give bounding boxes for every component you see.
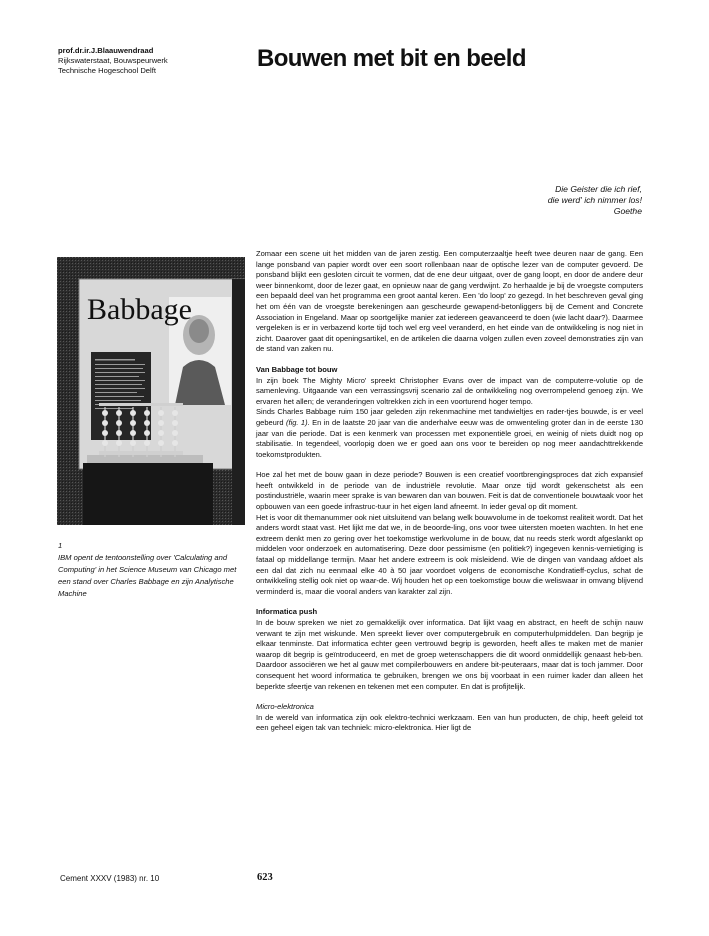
figure-caption: [58, 540, 238, 600]
motto-line-1: Die Geister die ich rief,: [555, 184, 642, 194]
heading-van-babbage: Van Babbage tot bouw: [256, 364, 338, 374]
paragraph-bouw-periode: Hoe zal het met de bouw gaan in deze periode? Bouwen is een creatief voortbrengingsproces dat zich expansief heeft ontwikkeld in de periode van de industriële revolutie. Maar onze tijd wordt gekenschetst als een postindustriële, waarin meer sprake is van bewaren dan van bouwen. Feit is dat de conventionele bouwtaak voor het opbouwen van een goede infrastruc-tuur in het eigen land afneemt. In ieder geval op dit moment.: [256, 470, 643, 512]
article-title: Bouwen met bit en beeld: [257, 45, 526, 72]
author-block: [58, 46, 168, 76]
heading-micro-elektronica: Micro-elektronica: [256, 702, 314, 712]
paragraph-intro: Zomaar een scene uit het midden van de jaren zestig. Een computerzaaltje heeft twee deuren naar de gang. Een lange ponsband van papier wordt over een soort rollenbaan naar de optische lezer van de computer gevoerd. De ponsband blijkt een gesloten circuit te vormen, dat de ene deur uitgaat, over de gang loopt, en door de andere deur weer binnenkomt, door de lezer gaat, en opnieuw naar de gang verdwijnt. Zo herhaalde je bij de vroegste computers een bepaald deel van het programma een groot aantal keren. Een 'do loop' zo gezegd. In het beschreven geval ging het om één van de vroegste berekeningen aan gescheurde gewapend-betonliggers bij de Cement and Concrete Association in Engeland. Maar op soortgelijke manier zat iedereen geavanceerd te doen (wie lacht daar?). Daarmee vergeleken is er in verbazend korte tijd toch wel erg veel veranderd, en het einde van de ontwikkeling is nog niet in zicht. Daarover gaat dit openingsartikel, en de artikelen die daarna volgen zullen even zoveel demonstraties zijn van de stand van zaken nu.: [256, 249, 643, 354]
paragraph-themanummer: Het is voor dit themanummer ook niet uitsluitend van belang welk bouwvolume in de toekomst realiteit wordt. Dat het anders wordt staat vast. Het lijkt me dat we, in de beoorde-ling, ons voor twee uitersten moeten wachten. In het ene extreem denkt men zo gering over het toekomstige werkvolume in de bouw, dat nu reeds sterk wordt afgeslankt op middelen voor onderzoek en automatisering. Deze door pessimisme (en politiek?) ingegeven kennis-vernietiging is fataal op middellange termijn. Maar het andere extreem is ook misleidend. Wie de dingen van vandaag afdoet als een dal dat zich nu eenmaal elke 40 à 50 jaar voordoet volgens de economische Kondratieff-cyclus, schat de ontwikkeling stellig ook niet op waar-de. Wij houden het op een toekomstige bouw die weliswaar in omvang blijvend verminderd is, maar die vooral anders van karakter zal zijn.: [256, 512, 643, 596]
babbage-sign-text: Babbage: [87, 293, 192, 326]
paragraph-micro-elektronica: In de wereld van informatica zijn ook elektro-technici werkzaam. Een van hun producten, de chip, heeft geleid tot een geheel eigen tak van techniek: micro-elektronica. Hier ligt de: [256, 712, 643, 733]
babbage-exhibit-photo: [57, 257, 245, 525]
caption-number: 1: [58, 541, 63, 550]
motto-line-2: die werd' ich nimmer los!: [547, 195, 642, 205]
heading-informatica-push: Informatica push: [256, 607, 318, 617]
author-affiliation-1: Rijkswaterstaat, Bouwspeurwerk: [58, 56, 168, 65]
author-affiliation-2: Technische Hogeschool Delft: [58, 66, 156, 75]
paragraph-informatica: In de bouw spreken we niet zo gemakkelijk over informatica. Dat lijkt vaag en abstract, en heeft de schijn nauw verwant te zijn met wiskunde. Men spreekt liever over computergebruik en computerhulpmiddelen. Dan begrijp je elkaar tenminste. Dat informatica echter geen vertrouwd begrip is geworden, heeft alles te maken met de manier waarop dit begrip is geïntroduceerd, en met de groep wetenschappers die dit woord onmiddellijk genaast heb-ben. Daardoor associëren we het al gauw met compilerbouwers en andere bit-peuteraars, maar dat is toch jammer. Door consequent het woord informatica te gebruiken, brengen we ons bij voorbaat in een ruimer kader dan alleen het beperkte sfeertje van rekenen en tekenen met een computer. En dat is profijtelijk.: [256, 618, 643, 691]
caption-text: IBM opent de tentoonstelling over 'Calculating and Computing' in het Science Museum van Chicago met een stand over Charles Babbage en zijn Analytische Machine: [58, 553, 237, 598]
figure-reference: (fig. 1): [285, 417, 308, 427]
paragraph-babbage: Sinds Charles Babbage ruim 150 jaar geleden zijn rekenmachine met tandwieltjes en rader-tjes bouwde, is er veel gebeurd (fig. 1). En in de laatste 20 jaar van die anderhalve eeuw was de omwenteling groter dan in de eerste 130 jaar van die periode. Dat is een kenmerk van processen met exponentiële groei, en weinig of niets duidt nog op stabilisatie. In tegendeel, voorlopig doen we er goed aan ons voor te bereiden op nog meer aandachttrekkende toekomstprodukten.: [256, 407, 644, 459]
motto-quote: [548, 184, 642, 217]
motto-attribution: Goethe: [613, 206, 642, 216]
author-name: prof.dr.ir.J.Blaauwendraad: [58, 46, 154, 55]
paragraph-mighty-micro: In zijn boek The Mighty Micro' spreekt Christopher Evans over de impact van de computerre-volutie op de samenleving. Uitgaande van een verrassingsvrij scenario zal de ontwikkeling nog overrompelend genoeg zijn. We ervaren het allen; de veranderingen voltrekken zich in een voorturend hoger tempo.: [256, 375, 643, 406]
journal-reference: Cement XXXV (1983) nr. 10: [60, 874, 160, 883]
article-body: [256, 249, 643, 734]
page-number: 623: [257, 872, 273, 883]
